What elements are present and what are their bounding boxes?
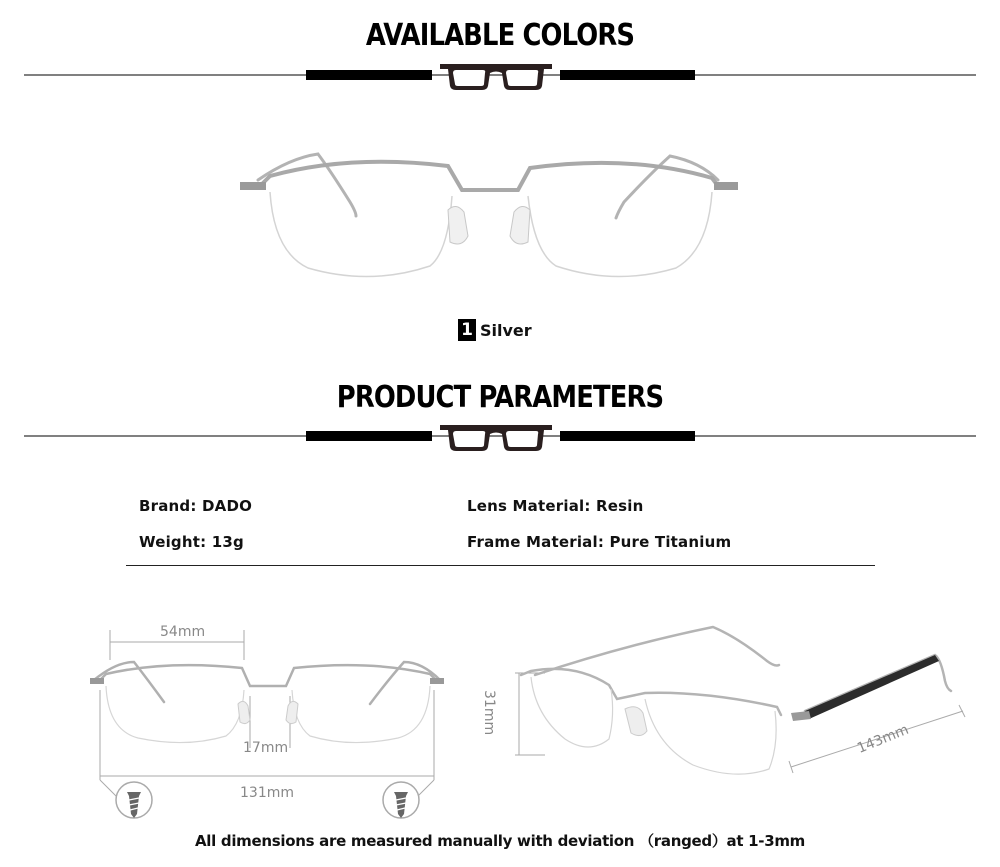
- product-parameters-title: PRODUCT PARAMETERS: [336, 380, 664, 415]
- bridge-width-label: 17mm: [243, 740, 289, 756]
- glasses-icon: [440, 64, 552, 90]
- section-divider-params: [0, 419, 1000, 459]
- lens-height-label: 31mm: [481, 690, 497, 736]
- section-divider-colors: [0, 58, 1000, 98]
- color-name: Silver: [480, 320, 532, 340]
- temple-length-label: 143mm: [855, 721, 912, 757]
- parameters-divider: [126, 565, 875, 566]
- available-colors-title: AVAILABLE COLORS: [365, 18, 635, 53]
- color-number-badge: 1: [458, 319, 476, 341]
- glasses-side-dimension-diagram: [505, 615, 970, 805]
- screw-icon: [116, 782, 152, 818]
- param-brand: Brand: DADO: [139, 497, 253, 515]
- glasses-icon: [440, 425, 552, 451]
- color-option-silver[interactable]: [458, 318, 532, 342]
- silver-glasses-front-image: [230, 140, 750, 290]
- param-lens-material: Lens Material: Resin: [467, 497, 644, 515]
- screw-icon: [383, 782, 419, 818]
- total-width-label: 131mm: [240, 785, 294, 801]
- measurement-footnote: All dimensions are measured manually with deviation （ranged）at 1-3mm: [194, 832, 806, 850]
- param-frame-material: Frame Material: Pure Titanium: [467, 533, 732, 551]
- lens-width-label: 54mm: [160, 624, 206, 640]
- param-weight: Weight: 13g: [139, 533, 244, 551]
